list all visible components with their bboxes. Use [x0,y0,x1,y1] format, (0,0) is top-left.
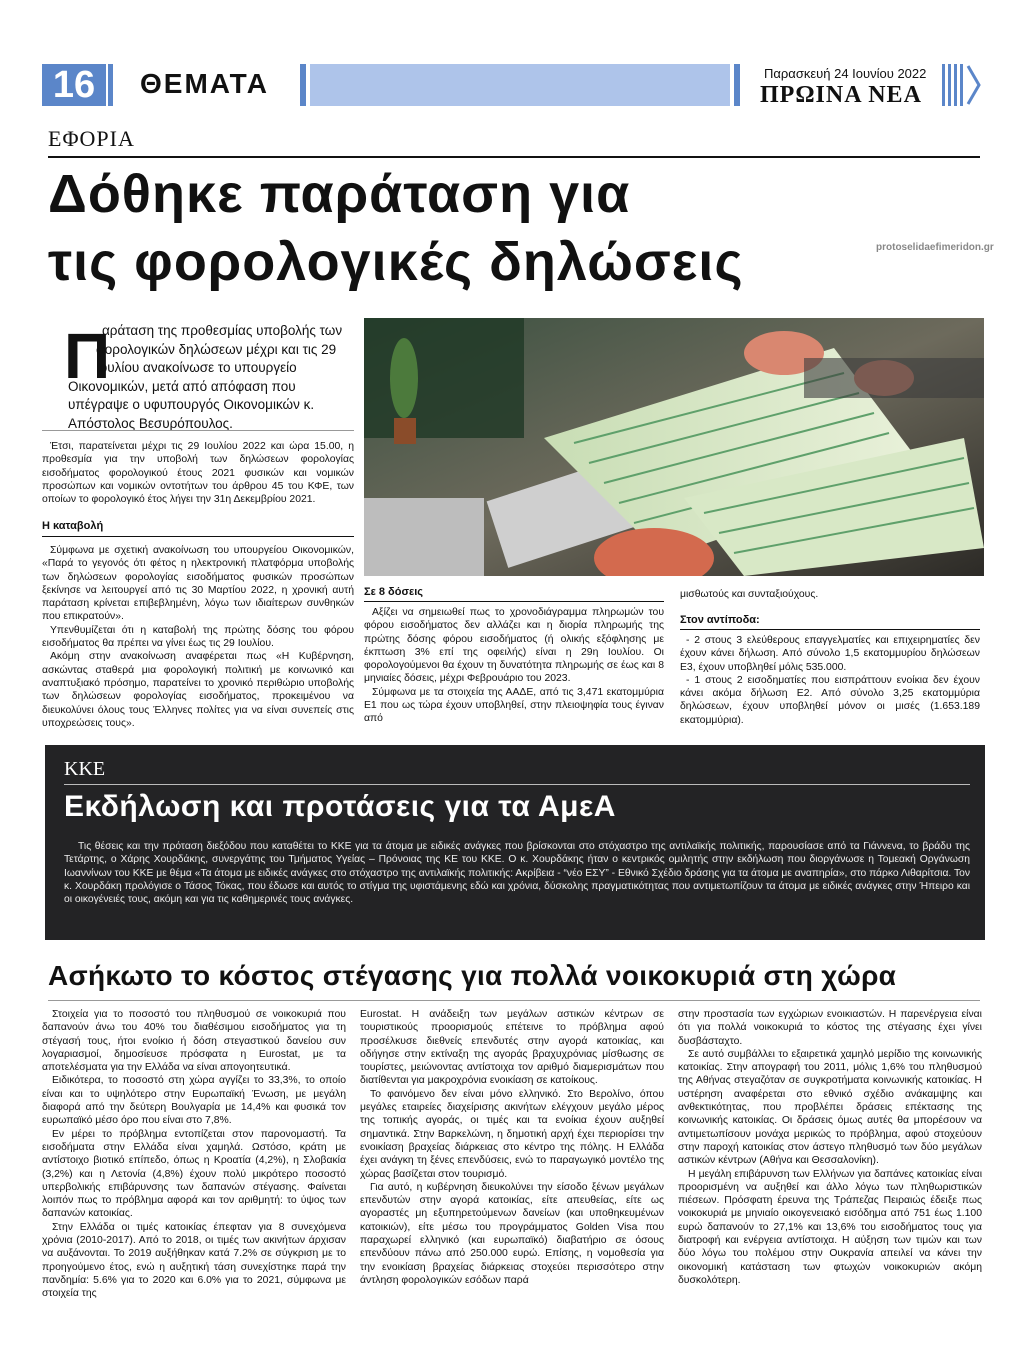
paragraph: Υπενθυμίζεται ότι η καταβολή της πρώτης δόσης του φόρου εισοδήματος θα πρέπει να γίνει έως τις 29 Ιουλίου. [42,624,354,650]
story-headline [48,160,948,296]
paragraph: - 2 στους 3 ελεύθερους επαγγελματίες και επιχειρηματίες δεν έχουν κάνει δήλωση. Από σύνολο 1,5 εκατομμυρίου δηλώσεων Ε3, έχουν υποβληθεί μόλις 535.000. [680,635,980,673]
divider [42,536,354,537]
paragraph: Το φαινόμενο δεν είναι μόνο ελληνικό. Στο Βερολίνο, όπου μεγάλες εταιρείες διαχείρισης ακινήτων ελέγχουν μεγάλο μέρος της τοπικής αγοράς, οι τιμές και τα ενοίκια έχουν αυξηθεί σημαντικά. Στην Βαρκελώνη, η δημοτική αρχή έχει περιορίσει την ενοικίαση βραχείας διάρκειας στο κέντρο της πόλης. Η Ελλάδα έχει ανάγκη τη ξένες επενδύσεις, ενώ το παραγωγικό μοντέλο της χώρας βασίζεται στον τουρισμό. [360,1088,664,1180]
article-column [42,544,354,730]
paragraph: στην προστασία των εγχώριων ενοικιαστών. Η παρενέργεια είναι ότι για πολλά νοικοκυριά το κόστος της στέγασης έχει γίνει δυσβάσταχτο. [678,1009,982,1047]
paragraph: Ακόμη στην ανακοίνωση αναφέρεται πως «Η Κυβέρνηση, ασκώντας σταθερά μια φορολογική πολιτική με κοινωνικό και αναπτυξιακό πρόσημο, παρατείνει το χρονικό περιθώριο υποβολής των δηλώσεων φορολογίας εισοδήματος, προκειμένου να διευκολύνει όλους τους Έλληνες πολίτες για να είναι συνεπείς στις υποχρεώσεις τους». [42,651,354,729]
story-kicker: ΚΚΕ [64,758,106,780]
article-column [42,1008,346,1301]
divider [364,601,664,602]
header-band [310,64,730,106]
paragraph: Eurostat. Η ανάδειξη των μεγάλων αστικών κέντρων σε τουριστικούς προορισμούς επέτεινε το πρόβλημα αφού προσέλκυσε διεθνείς επενδυτές στην αγορά κατοικίας, και οδήγησε στην εκτίναξη της αγοράς βραχυχρόνιας μίσθωσης σε τουρίστες, μειώνοντας αντίστοιχα τον αριθμό διαμερισμάτων που διατίθενται για μακροχρόνια ενοικίαση σε κατοίκους. [360,1009,664,1087]
subheading: Η καταβολή [42,520,104,532]
story-lead [68,322,348,433]
header-accent-bar [300,64,306,106]
lead-text: αράταση της προθεσμίας υποβολής των φορολογικών δηλώσεων μέχρι και τις 29 Ιουλίου ανακοίνωσε το υπουργείο Οικονομικών, μετά από απόφαση που υπέγραψε ο υφυπουργός Οικονομικών κ. Απόστολος Βεσυρόπουλος. [68,323,343,431]
header-accent-bar [734,64,740,106]
paragraph: Για αυτό, η κυβέρνηση διευκολύνει την είσοδο ξένων μεγάλων επενδυτών στην αγορά κατοικίας, είτε απευθείας, είτε ως αγοραστές μη εξυπηρετούμενων δανείων (και υποθηκευμένων κατοικιών), είτε μέσω του προγράμματος Golden Visa που παραχωρεί ελληνικό (και ευρωπαϊκό) διαβατήριο σε όσους επενδύουν πάνω από 250.000 ευρώ. Επίσης, η νομοθεσία για την ενοικίαση βραχείας διάρκειας στοχεύει περισσότερο στην άντληση φορολογικών εσόδων παρά [360,1181,664,1286]
article-column [364,606,664,726]
paragraph: Σύμφωνα με τα στοιχεία της ΑΑΔΕ, από τις 3,471 εκατομμύρια Ε1 που ως τώρα έχουν υποβληθεί, στην πλειοψηφία τους έγιναν από [364,686,664,725]
headline-line: Δόθηκε παράταση για [48,164,631,224]
drop-cap: Π [64,320,111,392]
divider [48,1000,980,1001]
page-number: 16 [42,64,106,106]
paragraph: Εν μέρει το πρόβλημα εντοπίζεται στον παρονομαστή. Τα εισοδήματα στην Ελλάδα είναι χαμηλά. Ωστόσο, κράτη με αντίστοιχο βιοτικό επίπεδο, όπως η Κροατία (4,2%), η Σλοβακία (3,2%) και η Λετονία (4,8%) έχουν πολύ μικρότερο ποσοστό υπερβολικής επιβάρυνσης των δαπανών στέγασης. Φαίνεται λοιπόν πως το πρόβλημα αφορά και τον αριθμητή: το ύψος των δαπανών κατοικίας. [42,1128,346,1220]
story-headline: Εκδήλωση και προτάσεις για τα ΑμεΑ [64,790,616,823]
paragraph: μισθωτούς και συνταξιούχους. [680,589,819,600]
paragraph: Τις θέσεις και την πρόταση διεξόδου που καταθέτει το ΚΚΕ για τα άτομα με ειδικές ανάγκες που βρίσκονται στο στόχαστρο της αντιλαϊκής πολιτικής, παρουσίασε από τα Γιάννενα, το βράδυ της Τετάρτης, ο Χάρης Χουρδάκης, συνεργάτης του Τμήματος Υγείας – Πρόνοιας της ΚΕ του ΚΚΕ. Ο κ. Χουρδάκης ήταν ο κεντρικός ομιλητής στην εκδήλωση που διοργάνωσε η Τομεακή Οργάνωση Ιωαννίνων του ΚΚΕ με θέμα «Τα άτομα με ειδικές ανάγκες στο στόχαστρο της αντιλαϊκής πολιτικής: Ακρίβεια - “νέο ΕΣΥ” - Εθνικό Σχέδιο δράσης για τα άτομα με αναπηρία», στο πάρκο Λιθαρίτσια. Τον κ. Χουρδάκη προλόγισε ο Τάσος Τόκας, που έδωσε και αυτός το στίγμα της υφιστάμενης εδώ και χρόνια, δύσκολης πραγματικότητας που αντιμετωπίζουν τα άτομα με ειδικές ανάγκες στην Ήπειρο και οι οικογένειές τους, ακόμη και για τις καθημερινές τους ανάγκες. [64,841,970,906]
issue-date: Παρασκευή 24 Ιουνίου 2022 [764,66,927,81]
article-column [680,634,980,727]
paragraph: Σύμφωνα με σχετική ανακοίνωση του υπουργείου Οικονομικών, «Παρά το γεγονός ότι φέτος η ηλεκτρονική πλατφόρμα υποβολής των δηλώσεων φορολογίας εισοδήματος φυσικών προσώπων ξεκίνησε να λειτουργεί από τις 30 Μαρτίου 2022, η χρονική αυτή παράταση κρίνεται επιβεβλημένη, λόγω των ιδιαίτερων συνθηκών που επικρατούν». [42,545,354,623]
paragraph: Σε αυτό συμβάλλει το εξαιρετικά χαμηλό μερίδιο της κοινωνικής κατοικίας. Στην απογραφή του 2011, μόλις 1,6% του πληθυσμού της Αθήνας στεγαζόταν σε συγκροτήματα κοινωνικής κατοικίας. Η υστέρηση αναφέρεται στο εθνικό σχέδιο ανάκαμψης και ανθεκτικότητας, που προβλέπει δράσεις επέκτασης της κοινωνικής κατοικίας. Οι δράσεις όμως αυτές θα μπορέσουν να αντιμετωπίσουν μονάχα μερικώς το πρόβλημα, αφού στοχεύουν στην παροχή κατοικίας στον άστεγο πληθυσμό των δύο μεγάλων αστικών κέντρων (Αθήνα και Θεσσαλονίκη). [678,1048,982,1167]
newspaper-name: ΠΡΩΙΝΑ ΝΕΑ [760,82,922,108]
paragraph: Η μεγάλη επιβάρυνση των Ελλήνων για δαπάνες κατοικίας είναι προορισμένη να αυξηθεί και άλλο λόγω των πληθωριστικών πιέσεων. Πρόσφατη έρευνα της Τράπεζας Πειραιώς έδειξε πως νοικοκυριά με μηνιαίο οικογενειακό εισόδημα από 751 έως 1.100 ευρώ δαπανούν το 27,1% και 13,6% του εισοδήματος τους για διατροφή και ενέργεια αντίστοιχα. Η αύξηση των τιμών και των δύο λόγω του πολέμου στην Ουκρανία απειλεί να κάνει την οικονομική κατάσταση των φτωχών νοικοκυριών ακόμη δυσκολότερη. [678,1168,982,1286]
watermark: protoselidaefimeridon.gr [876,242,994,253]
section-title: ΘΕΜΑΤΑ [140,68,269,99]
header-accent-bar [108,64,113,106]
subheading: Σε 8 δόσεις [364,586,423,598]
divider [64,784,970,785]
story-kicker: ΕΦΟΡΙΑ [48,126,135,151]
article-column [360,1008,664,1287]
headline-line: τις φορολογικές δηλώσεις [48,232,744,292]
divider [48,156,980,158]
paragraph: Ειδικότερα, το ποσοστό στη χώρα αγγίζει το 33,3%, το οποίο είναι και το υψηλότερο στην Ευρωπαϊκή Ένωση, με μεγάλη διαφορά από την δεύτερη Βουλγαρία με 14,4% και φυσικά τον ευρωπαϊκό μέσο όρο που είναι στο 7,8%. [42,1075,346,1127]
subheading: Στον αντίποδα: [680,614,760,626]
masthead-logo-icon [942,64,982,106]
divider [42,430,354,431]
divider [680,629,980,630]
paragraph: Στην Ελλάδα οι τιμές κατοικίας έπεφταν για 8 συνεχόμενα χρόνια (2010-2017). Από το 2018, οι τιμές των ακινήτων άρχισαν να αυξάνονται. Το 2019 αυξήθηκαν κατά 7.2% σε σύγκριση με το προηγούμενο έτος, ενώ η αυξητική τάση συνεχίστηκε παρά την πανδημία: 5.6% για το 2020 και 6.0% για το 2021, σύμφωνα με στοιχεία της [42,1221,346,1300]
story-headline: Ασήκωτο το κόστος στέγασης για πολλά νοικοκυριά στη χώρα [48,960,897,991]
paragraph: - 1 στους 2 εισοδηματίες που εισπράττουν ενοίκια δεν έχουν κάνει ακόμα δήλωση Ε2. Από σύνολο 3,25 εκατομμύρια δηλώσεων, έχουν υποβληθεί μόνον οι μισές (1.653.189 εκατομμύρια). [680,674,980,726]
article-column [678,1008,982,1287]
paragraph: Έτσι, παρατείνεται μέχρι τις 29 Ιουλίου 2022 και ώρα 15.00, η προθεσμία για την υποβολή των δηλώσεων φορολογίας εισοδήματος φορολογικού έτους 2021 φυσικών και νομικών προσώπων και νομικών οντοτήτων του άρθρου 45 του ΚΦΕ, των οποίων το φορολογικό έτος λήγει την 31η Δεκεμβρίου 2021. [42,441,354,506]
article-photo [364,318,984,576]
paragraph: Αξίζει να σημειωθεί πως το χρονοδιάγραμμα πληρωμών του φόρου εισοδήματος δεν αλλάζει και η διορία πληρωμής της πρώτης δόσης φόρου εισοδήματος (ή ολικής εξόφλησης με έκπτωση 3% επί της οφειλής) είναι η 29η Ιουλίου. Οι φορολογούμενοι θα έχουν τη δυνατότητα πληρωμής σε έως και 8 μηνιαίες δόσεις, μέχρι Φεβρουάριο του 2023. [364,607,664,685]
paragraph: Στοιχεία για το ποσοστό του πληθυσμού σε νοικοκυριά που δαπανούν άνω του 40% του διαθέσιμου εισοδήματος για τη στέγασή τους, ήτοι ενοίκιο ή δόση στεγαστικού δανείου συν λογαριασμοί, δημοσίευσε πρόσφατα η Eurostat, με τα αποτελέσματα για την Ελλάδα να είναι απογοητευτικά. [42,1009,346,1074]
